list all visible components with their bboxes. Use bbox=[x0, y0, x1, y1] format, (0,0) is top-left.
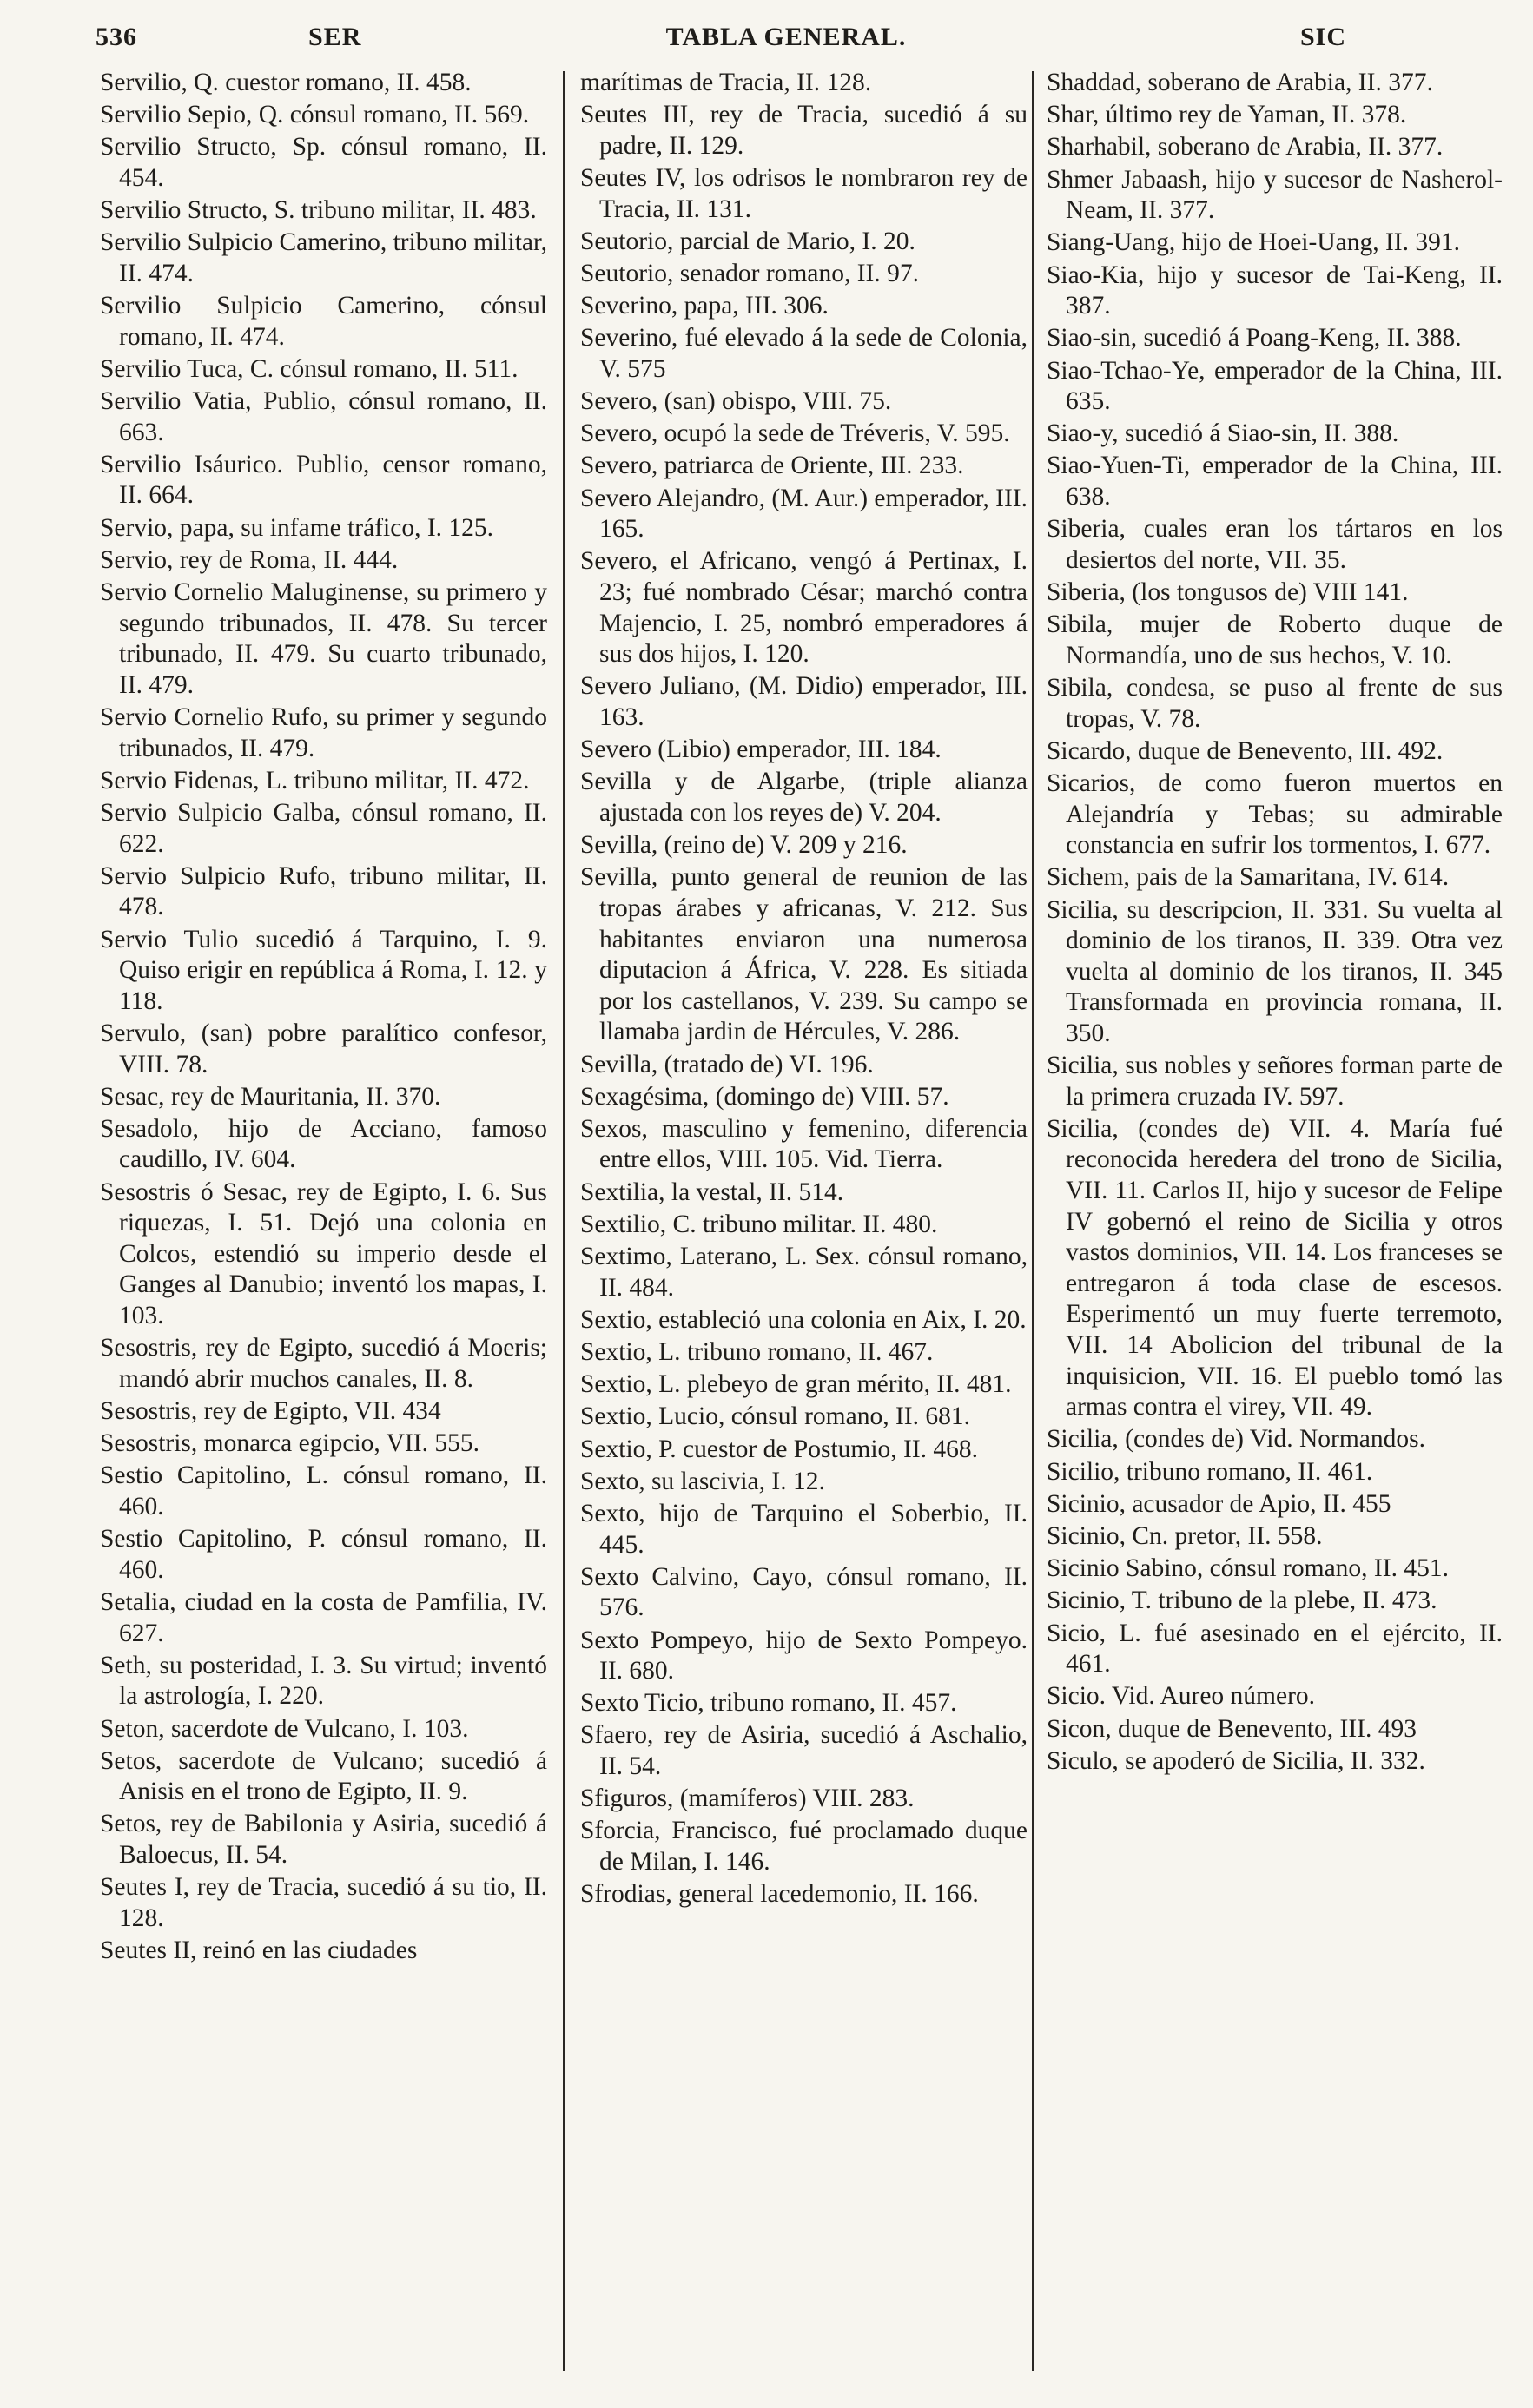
index-entry: Siberia, (los tongusos de) VIII 141. bbox=[1047, 578, 1409, 607]
index-entry: Seutes II, reinó en las ciudades bbox=[100, 1936, 418, 1965]
index-entry: Sforcia, Francisco, fué proclamado duque de Milan, I. 146. bbox=[580, 1817, 1028, 1877]
index-entry: Sextio, Lucio, cónsul romano, II. 681. bbox=[580, 1402, 970, 1431]
index-entry: Servilio Structo, S. tribuno militar, II. 483. bbox=[100, 196, 537, 225]
index-entry: Sicilio, tribuno romano, II. 461. bbox=[1047, 1457, 1373, 1486]
index-entry: Seutorio, senador romano, II. 97. bbox=[580, 259, 919, 287]
index-entry: Sicio. Vid. Aureo número. bbox=[1047, 1682, 1316, 1711]
index-entry: Siang-Uang, hijo de Hoei-Uang, II. 391. bbox=[1047, 228, 1460, 257]
running-header bbox=[96, 23, 1477, 66]
index-entry: Severino, fué elevado á la sede de Colonia, V. 575 bbox=[580, 324, 1028, 383]
index-entry: Sfrodias, general lacedemonio, II. 166. bbox=[580, 1880, 979, 1909]
index-entry: Sexto, hijo de Tarquino el Soberbio, II. 445. bbox=[580, 1499, 1028, 1559]
index-entry: Setalia, ciudad en la costa de Pamfilia, IV. 627. bbox=[100, 1587, 547, 1647]
page-title: TABLA GENERAL. bbox=[665, 23, 907, 51]
index-entry: Servilio Structo, Sp. cónsul romano, II. 454. bbox=[100, 133, 547, 192]
index-entry: Shaddad, soberano de Arabia, II. 377. bbox=[1047, 69, 1433, 96]
index-entry: Sextilio, C. tribuno militar. II. 480. bbox=[580, 1210, 938, 1238]
index-entry: Severo, el Africano, vengó á Pertinax, I. 23; fué nombrado César; marchó contra Majencio, I. 25, nombró emperadores á sus dos hijos, I. 120. bbox=[580, 547, 1028, 669]
index-entry: Sharhabil, soberano de Arabia, II. 377. bbox=[1047, 133, 1444, 162]
index-entry: Sextio, estableció una colonia en Aix, I. 20. bbox=[580, 1305, 1027, 1334]
index-entry: Sicinio, Cn. pretor, II. 558. bbox=[1047, 1521, 1323, 1550]
index-entry: Sesostris, rey de Egipto, sucedió á Moeris; mandó abrir muchos canales, II. 8. bbox=[100, 1334, 547, 1393]
index-entry: Seth, su posteridad, I. 3. Su virtud; inventó la astrología, I. 220. bbox=[100, 1651, 547, 1711]
index-entry: Sicarios, de como fueron muertos en Alejandría y Tebas; su admirable constancia en sufrir los tormentos, I. 677. bbox=[1047, 769, 1503, 860]
index-entry: Servilio Tuca, C. cónsul romano, II. 511. bbox=[100, 354, 519, 383]
index-entry: Sfaero, rey de Asiria, sucedió á Aschalio, II. 54. bbox=[580, 1721, 1028, 1781]
index-entry: Sestio Capitolino, P. cónsul romano, II. 460. bbox=[100, 1525, 547, 1584]
index-entry: Servio, rey de Roma, II. 444. bbox=[100, 545, 399, 574]
index-entry: Seutes IV, los odrisos le nombraron rey de Tracia, II. 131. bbox=[580, 163, 1028, 223]
index-entry: Servilio Vatia, Publio, cónsul romano, II. 663. bbox=[100, 387, 547, 446]
index-entry: Siculo, se apoderó de Sicilia, II. 332. bbox=[1047, 1746, 1425, 1775]
index-entry: Sicinio, T. tribuno de la plebe, II. 473. bbox=[1047, 1587, 1437, 1615]
index-entry: Setos, sacerdote de Vulcano; sucedió á Anisis en el trono de Egipto, II. 9. bbox=[100, 1746, 547, 1806]
index-entry: Severo, (san) obispo, VIII. 75. bbox=[580, 387, 892, 416]
index-entry: Sevilla, punto general de reunion de las tropas árabes y africanas, V. 212. Sus habitantes enviaron una numerosa diputacion á África, V. 228. Es sitiada por los castellanos, V. 239. Su campo se llamaba jardin de Hércules, V. 286. bbox=[580, 863, 1028, 1046]
index-entry: Servilio, Q. cuestor romano, II. 458. bbox=[100, 69, 472, 96]
index-entry: Seton, sacerdote de Vulcano, I. 103. bbox=[100, 1714, 469, 1743]
index-entry: Sexagésima, (domingo de) VIII. 57. bbox=[580, 1082, 949, 1111]
index-entry: Servio Sulpicio Rufo, tribuno militar, II. 478. bbox=[100, 861, 547, 921]
index-entry: Sicilia, (condes de) Vid. Normandos. bbox=[1047, 1425, 1426, 1454]
index-entry: Sexto Calvino, Cayo, cónsul romano, II. 576. bbox=[580, 1562, 1028, 1622]
page-number: 536 bbox=[96, 23, 137, 51]
index-entry: Siao-Tchao-Ye, emperador de la China, III. 635. bbox=[1047, 356, 1503, 416]
index-entry: Servio Cornelio Maluginense, su primero y segundo tribunados, II. 478. Su tercer tribunado, II. 479. Su cuarto tribunado, II. 479. bbox=[100, 578, 547, 699]
index-entry: Sicilia, (condes de) VII. 4. María fué reconocida heredera del trono de Sicilia, VII. 11. Carlos II, hijo y sucesor de Felipe IV gobernó el reino de Sicilia y otros vastos dominios, VII. 14. Los franceses se entregaron á toda clase de escesos. Esperimentó un muy fuerte terremoto, VII. 14 Abolicion del tribunal de la inquisicion, VII. 16. El pueblo tomó las armas contra el virey, VII. 49. bbox=[1047, 1114, 1503, 1422]
index-entry: Sevilla, (reino de) V. 209 y 216. bbox=[580, 831, 908, 860]
index-entry: Siao-Kia, hijo y sucesor de Tai-Keng, II. 387. bbox=[1047, 261, 1503, 320]
index-entry: Servio Cornelio Rufo, su primer y segundo tribunados, II. 479. bbox=[100, 703, 547, 762]
index-entry: Sevilla, (tratado de) VI. 196. bbox=[580, 1050, 874, 1079]
index-column-1 bbox=[100, 68, 547, 1968]
index-entry: Servio Fidenas, L. tribuno militar, II. 472. bbox=[100, 766, 530, 795]
index-entry: Siao-y, sucedió á Siao-sin, II. 388. bbox=[1047, 419, 1399, 448]
index-entry: Shmer Jabaash, hijo y sucesor de Nasherol-Neam, II. 377. bbox=[1047, 165, 1503, 225]
index-entry: Sextimo, Laterano, L. Sex. cónsul romano, II. 484. bbox=[580, 1243, 1028, 1302]
index-entry: Servio Tulio sucedió á Tarquino, I. 9. Quiso erigir en república á Roma, I. 12. y 118. bbox=[100, 925, 547, 1015]
index-entry: Sexto Ticio, tribuno romano, II. 457. bbox=[580, 1689, 957, 1718]
index-entry: Sicon, duque de Benevento, III. 493 bbox=[1047, 1714, 1417, 1743]
index-entry: Siao-Yuen-Ti, emperador de la China, III. 638. bbox=[1047, 452, 1503, 511]
column-divider bbox=[1032, 71, 1034, 2371]
index-entry: Sicilia, su descripcion, II. 331. Su vuelta al dominio de los tiranos, II. 339. Otra vez vuelta al dominio de los tiranos, II. 345 Transformada en provincia romana, II. 350. bbox=[1047, 895, 1503, 1047]
index-entry: Shar, último rey de Yaman, II. 378. bbox=[1047, 101, 1407, 129]
index-entry: Sicinio, acusador de Apio, II. 455 bbox=[1047, 1489, 1391, 1518]
index-entry: Sextio, L. plebeyo de gran mérito, II. 481. bbox=[580, 1370, 1012, 1399]
index-entry: Sevilla y de Algarbe, (triple alianza ajustada con los reyes de) V. 204. bbox=[580, 768, 1028, 827]
column-divider bbox=[563, 71, 565, 2371]
index-entry: Seutes III, rey de Tracia, sucedió á su padre, II. 129. bbox=[580, 101, 1028, 160]
index-entry: Seutorio, parcial de Mario, I. 20. bbox=[580, 227, 915, 255]
index-entry: Sicinio Sabino, cónsul romano, II. 451. bbox=[1047, 1554, 1449, 1583]
index-entry: Servilio Isáurico. Publio, censor romano, II. 664. bbox=[100, 450, 547, 510]
index-entry: Severo Alejandro, (M. Aur.) emperador, III. 165. bbox=[580, 484, 1028, 544]
index-entry: Seutes I, rey de Tracia, sucedió á su tio, II. 128. bbox=[100, 1873, 547, 1932]
index-entry: Sichem, pais de la Samaritana, IV. 614. bbox=[1047, 863, 1450, 892]
index-entry: Sextio, L. tribuno romano, II. 467. bbox=[580, 1338, 934, 1366]
index-entry: Siberia, cuales eran los tártaros en los desiertos del norte, VII. 35. bbox=[1047, 515, 1503, 574]
index-entry: Sextilia, la vestal, II. 514. bbox=[580, 1178, 844, 1206]
index-entry: Severo, ocupó la sede de Tréveris, V. 595. bbox=[580, 419, 1010, 448]
index-entry: Severo, patriarca de Oriente, III. 233. bbox=[580, 452, 964, 480]
index-entry: Sesostris, monarca egipcio, VII. 555. bbox=[100, 1429, 479, 1458]
index-column-3 bbox=[1047, 68, 1503, 1778]
index-entry: Servilio Sulpicio Camerino, tribuno militar, II. 474. bbox=[100, 228, 548, 287]
index-entry: Sestio Capitolino, L. cónsul romano, II. 460. bbox=[100, 1461, 547, 1521]
index-entry: Sibila, condesa, se puso al frente de sus tropas, V. 78. bbox=[1047, 674, 1503, 733]
index-entry: Sexos, masculino y femenino, diferencia entre ellos, VIII. 105. Vid. Tierra. bbox=[580, 1114, 1028, 1174]
index-entry: Sexto Pompeyo, hijo de Sexto Pompeyo. II. 680. bbox=[580, 1626, 1028, 1686]
index-entry: Sicilia, sus nobles y señores forman parte de la primera cruzada IV. 597. bbox=[1047, 1052, 1503, 1111]
index-entry: Sexto, su lascivia, I. 12. bbox=[580, 1467, 825, 1495]
index-entry: Siao-sin, sucedió á Poang-Keng, II. 388. bbox=[1047, 324, 1462, 353]
index-entry: Sesac, rey de Mauritania, II. 370. bbox=[100, 1082, 441, 1111]
index-entry: marítimas de Tracia, II. 128. bbox=[580, 69, 872, 96]
index-column-2 bbox=[580, 68, 1028, 1911]
index-entry: Setos, rey de Babilonia y Asiria, sucedió á Baloecus, II. 54. bbox=[100, 1810, 547, 1870]
index-entry: Sesostris ó Sesac, rey de Egipto, I. 6. Sus riquezas, I. 51. Dejó una colonia en Colcos, estendió su imperio desde el Ganges al Danubio; inventó los mapas, I. 103. bbox=[100, 1178, 547, 1330]
index-entry: Sextio, P. cuestor de Postumio, II. 468. bbox=[580, 1435, 979, 1463]
index-entry: Sesadolo, hijo de Acciano, famoso caudillo, IV. 604. bbox=[100, 1114, 547, 1174]
index-entry: Sicardo, duque de Benevento, III. 492. bbox=[1047, 736, 1444, 765]
index-entry: Sesostris, rey de Egipto, VII. 434 bbox=[100, 1397, 441, 1425]
right-guide-word: SIC bbox=[1299, 23, 1346, 51]
left-guide-word: SER bbox=[308, 23, 362, 51]
index-entry: Servio, papa, su infame tráfico, I. 125. bbox=[100, 513, 494, 542]
index-entry: Severo (Libio) emperador, III. 184. bbox=[580, 736, 942, 764]
index-entry: Severino, papa, III. 306. bbox=[580, 292, 829, 320]
index-entry: Servilio Sepio, Q. cónsul romano, II. 569. bbox=[100, 101, 530, 129]
index-entry: Sibila, mujer de Roberto duque de Normandía, uno de sus hechos, V. 10. bbox=[1047, 610, 1503, 670]
index-entry: Servulo, (san) pobre paralítico confesor, VIII. 78. bbox=[100, 1019, 547, 1079]
index-entry: Severo Juliano, (M. Didio) emperador, III. 163. bbox=[580, 672, 1028, 731]
index-entry: Servilio Sulpicio Camerino, cónsul romano, II. 474. bbox=[100, 292, 547, 351]
index-entry: Sicio, L. fué asesinado en el ejército, II. 461. bbox=[1047, 1619, 1503, 1679]
index-entry: Servio Sulpicio Galba, cónsul romano, II. 622. bbox=[100, 798, 547, 858]
index-entry: Sfiguros, (mamíferos) VIII. 283. bbox=[580, 1785, 915, 1813]
